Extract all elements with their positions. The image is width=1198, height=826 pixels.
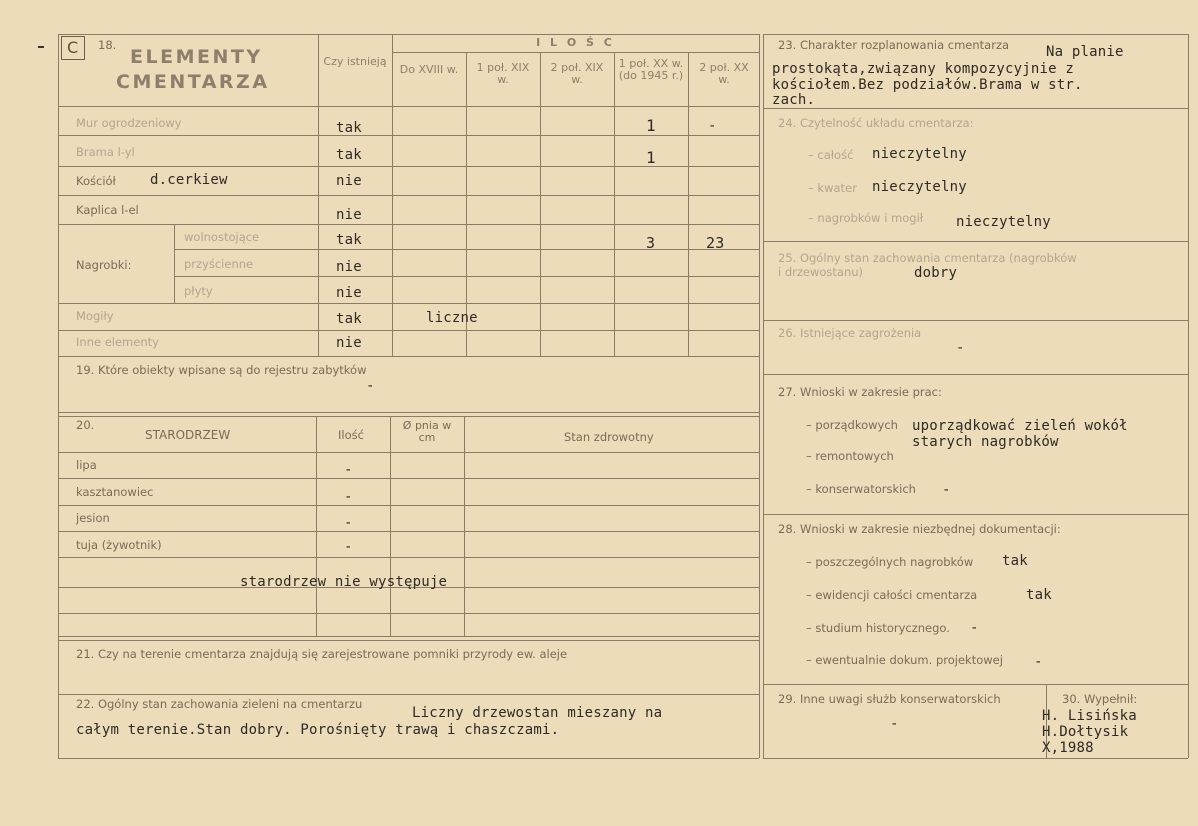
czy-mur: tak — [336, 120, 362, 136]
s27-label: 27. Wnioski w zakresie prac: — [778, 385, 942, 399]
row-label-wolnostojace: wolnostojące — [184, 230, 260, 244]
czy-plyty: nie — [336, 285, 362, 301]
czy-mogily: tak — [336, 311, 362, 327]
tree-kasztanowiec-ilosc: - — [344, 489, 353, 505]
qty-brama-1pol20: 1 — [646, 148, 656, 167]
qty-mogily-do18: liczne — [426, 310, 478, 326]
czy-przyscienne: nie — [336, 259, 362, 275]
tree-tuja-ilosc: - — [344, 539, 353, 555]
s25-value: dobry — [914, 265, 958, 281]
s24-kwater-value: nieczytelny — [872, 179, 967, 195]
corner-letter: C — [67, 38, 79, 57]
s28-b-label: – ewidencji całości cmentarza — [806, 588, 978, 602]
s29-label: 29. Inne uwagi służb konserwatorskich — [778, 692, 1001, 706]
row-label-brama: Brama l-yl — [76, 145, 135, 159]
s28-c-value: - — [970, 620, 979, 636]
s20-note: starodrzew nie występuje — [240, 574, 448, 590]
row-label-przyscienne: przyścienne — [184, 257, 254, 271]
czy-kosciol: nie — [336, 173, 362, 189]
qty-wolno-2pol20: 23 — [706, 234, 725, 252]
row-label-plyty: płyty — [184, 284, 213, 298]
row-typed-kosciol: d.cerkiew — [150, 172, 228, 188]
s20-col-stan: Stan zdrowotny — [564, 430, 654, 444]
s29-value: - — [890, 716, 899, 732]
s30-line3: X,1988 — [1042, 740, 1094, 756]
row-label-mur: Mur ogrodzeniowy — [76, 116, 182, 130]
czy-kaplica: nie — [336, 207, 362, 223]
s20-col-pnia: Ø pnia w cm — [402, 419, 452, 444]
margin-mark — [38, 46, 44, 48]
s30-line2: H.Dołtysik — [1042, 724, 1129, 740]
col-header-czy-istnieja: Czy istnieją — [323, 55, 387, 68]
s26-label: 26. Istniejące zagrożenia — [778, 326, 922, 340]
title-line-1: ELEMENTY — [130, 46, 263, 68]
s24-calosc-value: nieczytelny — [872, 146, 967, 162]
s24-kwater-label: – kwater — [808, 181, 857, 195]
s23-value-line1: Na planie — [1046, 44, 1124, 60]
row-label-kaplica: Kaplica l-el — [76, 203, 139, 217]
s27-rem-label: – remontowych — [806, 449, 894, 463]
s28-a-label: – poszczególnych nagrobków — [806, 555, 974, 569]
col-header-do-18: Do XVIII w. — [399, 63, 459, 76]
title-line-2: CMENTARZA — [116, 71, 270, 93]
s24-nagrobkow-value: nieczytelny — [956, 214, 1051, 230]
s22-value-line2: całym terenie.Stan dobry. Porośnięty trawą i chaszczami. — [76, 722, 560, 738]
s21-label: 21. Czy na terenie cmentarza znajdują się zarejestrowane pomniki przyrody ew. aleje — [76, 647, 568, 661]
s27-porz-value-line1: uporządkować zieleń wokół — [912, 418, 1128, 434]
s28-d-value: - — [1034, 654, 1043, 670]
s23-value-line3: kościołem.Bez podziałów.Brama w str. — [772, 77, 1083, 93]
s27-porz-label: – porządkowych — [806, 418, 898, 432]
qty-mur-1pol20: 1 — [646, 116, 656, 135]
col-header-2pol-20: 2 poł. XX w. — [699, 61, 749, 86]
s27-kons-label: – konserwatorskich — [806, 482, 916, 496]
s20-number: 20. — [76, 418, 95, 432]
row-label-inne: Inne elementy — [76, 335, 159, 349]
qty-wolno-1pol20: 3 — [646, 234, 656, 252]
s20-title: STARODRZEW — [145, 428, 231, 442]
tree-tuja: tuja (żywotnik) — [76, 538, 162, 552]
czy-brama: tak — [336, 147, 362, 163]
s24-calosc-label: – całość — [808, 148, 854, 162]
s23-value-line2: prostokąta,związany kompozycyjnie z — [772, 61, 1075, 77]
s30-line1: H. Lisińska — [1042, 708, 1137, 724]
s26-value: - — [956, 340, 965, 356]
s23-value-line4: zach. — [772, 92, 816, 108]
col-header-1pol-19: 1 poł. XIX w. — [476, 61, 530, 86]
czy-wolnostojace: tak — [336, 232, 362, 248]
tree-kasztanowiec: kasztanowiec — [76, 485, 154, 499]
qty-mur-2pol20: - — [708, 118, 717, 134]
s30-label: 30. Wypełnił: — [1062, 692, 1138, 706]
col-header-1pol-20: 1 poł. XX w. (do 1945 r.) — [618, 57, 684, 82]
tree-lipa-ilosc: - — [344, 462, 353, 478]
col-header-2pol-19: 2 poł. XIX w. — [550, 61, 604, 86]
s27-porz-value-line2: starych nagrobków — [912, 434, 1059, 450]
s28-a-value: tak — [1002, 553, 1028, 569]
s24-label: 24. Czytelność układu cmentarza: — [778, 116, 974, 130]
ilosc-header: I L O Ś C — [536, 36, 615, 49]
s28-d-label: – ewentualnie dokum. projektowej — [806, 653, 1003, 667]
row-label-kosciol: Kościół — [76, 174, 116, 188]
s25-label-line1: 25. Ogólny stan zachowania cmentarza (nagrobków — [778, 251, 1077, 265]
s24-nagrobkow-label: – nagrobków i mogił — [808, 211, 924, 225]
section-18-number: 18. — [98, 38, 117, 52]
nagrobki-label: Nagrobki: — [76, 258, 132, 272]
s19-label: 19. Które obiekty wpisane są do rejestru zabytków — [76, 363, 367, 377]
s19-value: - — [366, 378, 375, 394]
tree-jesion-ilosc: - — [344, 515, 353, 531]
s22-label: 22. Ogólny stan zachowania zieleni na cmentarzu — [76, 697, 363, 711]
s28-label: 28. Wnioski w zakresie niezbędnej dokumentacji: — [778, 522, 1061, 536]
s27-kons-value: - — [942, 482, 951, 498]
row-label-mogily: Mogiły — [76, 309, 114, 323]
tree-lipa: lipa — [76, 458, 97, 472]
tree-jesion: jesion — [76, 511, 110, 525]
s20-col-ilosc: Ilość — [338, 428, 364, 442]
czy-inne: nie — [336, 335, 362, 351]
s28-b-value: tak — [1026, 587, 1052, 603]
s25-label-line2: i drzewostanu) — [778, 265, 864, 279]
s28-c-label: – studium historycznego. — [806, 621, 950, 635]
s23-label: 23. Charakter rozplanowania cmentarza — [778, 38, 1010, 52]
s22-value-line1: Liczny drzewostan mieszany na — [412, 705, 663, 721]
